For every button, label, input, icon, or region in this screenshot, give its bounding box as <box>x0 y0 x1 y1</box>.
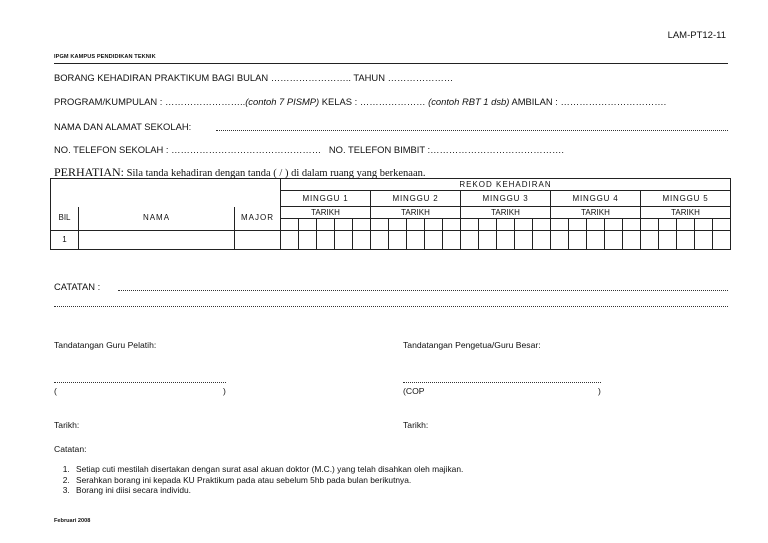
ambilan-label: AMBILAN : <box>511 96 558 107</box>
col-major: MAJOR <box>235 207 281 231</box>
tarikh-right: Tarikh: <box>403 420 429 430</box>
phone-line <box>54 144 564 155</box>
mobile-phone-field[interactable]: ……………………………………. <box>430 144 564 155</box>
notes-title: Catatan: <box>54 444 87 454</box>
attention-text: Sila tanda kehadiran dengan tanda ( / ) di dalam ruang yang berkenaan. <box>126 168 426 179</box>
week-2-header: MINGGU 2 <box>371 191 461 207</box>
attendance-cell[interactable] <box>641 231 659 250</box>
attendance-cell[interactable] <box>299 231 317 250</box>
week-1-tarikh: TARIKH <box>281 207 371 219</box>
attention-lead: PERHATIAN: <box>54 165 125 179</box>
attendance-cell[interactable] <box>371 231 389 250</box>
attendance-cell[interactable] <box>515 231 533 250</box>
attendance-cell[interactable] <box>497 231 515 250</box>
date-cell[interactable] <box>389 219 407 231</box>
kelas-label: KELAS : <box>321 96 358 107</box>
guru-pelatih-signature-label: Tandatangan Guru Pelatih: <box>54 340 157 350</box>
date-cell[interactable] <box>497 219 515 231</box>
date-cell[interactable] <box>569 219 587 231</box>
attendance-cell[interactable] <box>443 231 461 250</box>
week-5-tarikh: TARIKH <box>641 207 731 219</box>
school-line <box>54 121 191 132</box>
date-cell[interactable] <box>281 219 299 231</box>
pengetua-signature-label: Tandatangan Pengetua/Guru Besar: <box>403 340 541 350</box>
year-label: TAHUN <box>353 72 385 83</box>
catatan-label: CATATAN : <box>54 281 101 292</box>
week-3-tarikh: TARIKH <box>461 207 551 219</box>
attendance-cell[interactable] <box>659 231 677 250</box>
open-paren: ( <box>54 386 57 396</box>
month-year-line <box>54 72 453 83</box>
date-cell[interactable] <box>425 219 443 231</box>
date-cell[interactable] <box>551 219 569 231</box>
month-field[interactable]: …………………….. <box>270 72 351 83</box>
form-title: BORANG KEHADIRAN PRAKTIKUM BAGI BULAN <box>54 72 269 83</box>
row-major[interactable] <box>235 231 281 250</box>
form-code: LAM-PT12-11 <box>667 30 726 41</box>
attendance-cell[interactable] <box>605 231 623 250</box>
date-cell[interactable] <box>335 219 353 231</box>
kelas-example: (contoh RBT 1 dsb) <box>428 96 510 107</box>
note-item: 2. Serahkan borang ini kepada KU Praktikum pada atau sebelum 5hb pada bulan berikutnya. <box>72 475 463 486</box>
week-4-header: MINGGU 4 <box>551 191 641 207</box>
row-nama[interactable] <box>79 231 235 250</box>
ambilan-field[interactable]: ……………………………. <box>560 96 667 107</box>
date-cell[interactable] <box>641 219 659 231</box>
attendance-cell[interactable] <box>533 231 551 250</box>
header-blank <box>51 179 281 207</box>
school-label: NAMA DAN ALAMAT SEKOLAH: <box>54 121 192 132</box>
program-label: PROGRAM/KUMPULAN : <box>54 96 163 107</box>
week-5-header: MINGGU 5 <box>641 191 731 207</box>
attendance-cell[interactable] <box>623 231 641 250</box>
date-cell[interactable] <box>443 219 461 231</box>
date-cell[interactable] <box>461 219 479 231</box>
cop-close-paren: ) <box>598 386 601 396</box>
attendance-cell[interactable] <box>551 231 569 250</box>
date-cell[interactable] <box>407 219 425 231</box>
note-item: 1. Setiap cuti mestilah disertakan dengan surat asal akuan doktor (M.C.) yang telah disahkan oleh majikan. <box>72 464 463 475</box>
date-cell[interactable] <box>479 219 497 231</box>
week-1-header: MINGGU 1 <box>281 191 371 207</box>
col-bil: BIL <box>51 207 79 231</box>
date-cell[interactable] <box>299 219 317 231</box>
catatan-field-line-1[interactable] <box>118 290 728 291</box>
header-rule <box>54 63 728 64</box>
attendance-table <box>50 178 731 250</box>
week-4-tarikh: TARIKH <box>551 207 641 219</box>
note-item: 3. Borang ini diisi secara individu. <box>72 485 463 496</box>
col-nama: NAMA <box>79 207 235 231</box>
attendance-cell[interactable] <box>281 231 299 250</box>
date-cell[interactable] <box>371 219 389 231</box>
attendance-cell[interactable] <box>677 231 695 250</box>
date-cell[interactable] <box>677 219 695 231</box>
attendance-cell[interactable] <box>569 231 587 250</box>
school-phone-field[interactable]: ………………………………………… <box>171 144 322 155</box>
cop-label: (COP <box>403 386 425 396</box>
tarikh-left: Tarikh: <box>54 420 80 430</box>
row-bil: 1 <box>51 231 79 250</box>
attendance-cell[interactable] <box>407 231 425 250</box>
date-cell[interactable] <box>623 219 641 231</box>
attendance-cell[interactable] <box>425 231 443 250</box>
school-phone-label: NO. TELEFON SEKOLAH : <box>54 144 169 155</box>
attendance-cell[interactable] <box>587 231 605 250</box>
attendance-cell[interactable] <box>335 231 353 250</box>
mobile-phone-label: NO. TELEFON BIMBIT : <box>328 144 431 155</box>
footer-date: Februari 2008 <box>54 518 91 524</box>
guru-pelatih-signature-line[interactable] <box>54 382 226 383</box>
date-cell[interactable] <box>695 219 713 231</box>
table-row <box>51 231 731 250</box>
year-field[interactable]: ………………… <box>387 72 454 83</box>
attendance-cell[interactable] <box>695 231 713 250</box>
attendance-cell[interactable] <box>317 231 335 250</box>
program-field[interactable]: …………………….. <box>164 96 246 107</box>
date-cell[interactable] <box>533 219 551 231</box>
date-cell[interactable] <box>659 219 677 231</box>
close-paren: ) <box>223 386 226 396</box>
notes-list <box>54 464 463 496</box>
rekod-header: REKOD KEHADIRAN <box>281 179 731 191</box>
attendance-cell[interactable] <box>461 231 479 250</box>
week-2-tarikh: TARIKH <box>371 207 461 219</box>
date-cell[interactable] <box>713 219 731 231</box>
date-cell[interactable] <box>587 219 605 231</box>
school-field[interactable] <box>216 130 728 131</box>
date-cell[interactable] <box>605 219 623 231</box>
program-example: (contoh 7 PISMP) <box>245 96 320 107</box>
date-cell[interactable] <box>317 219 335 231</box>
program-line <box>54 96 666 107</box>
attendance-cell[interactable] <box>389 231 407 250</box>
attendance-cell[interactable] <box>479 231 497 250</box>
institution-name: IPGM KAMPUS PENDIDIKAN TEKNIK <box>54 54 156 60</box>
attendance-cell[interactable] <box>353 231 371 250</box>
date-cell[interactable] <box>515 219 533 231</box>
attendance-cell[interactable] <box>713 231 731 250</box>
pengetua-signature-line[interactable] <box>403 382 601 383</box>
date-cell[interactable] <box>353 219 371 231</box>
catatan-field-line-2[interactable] <box>54 306 728 307</box>
kelas-field[interactable]: ………………… <box>359 96 426 107</box>
week-3-header: MINGGU 3 <box>461 191 551 207</box>
